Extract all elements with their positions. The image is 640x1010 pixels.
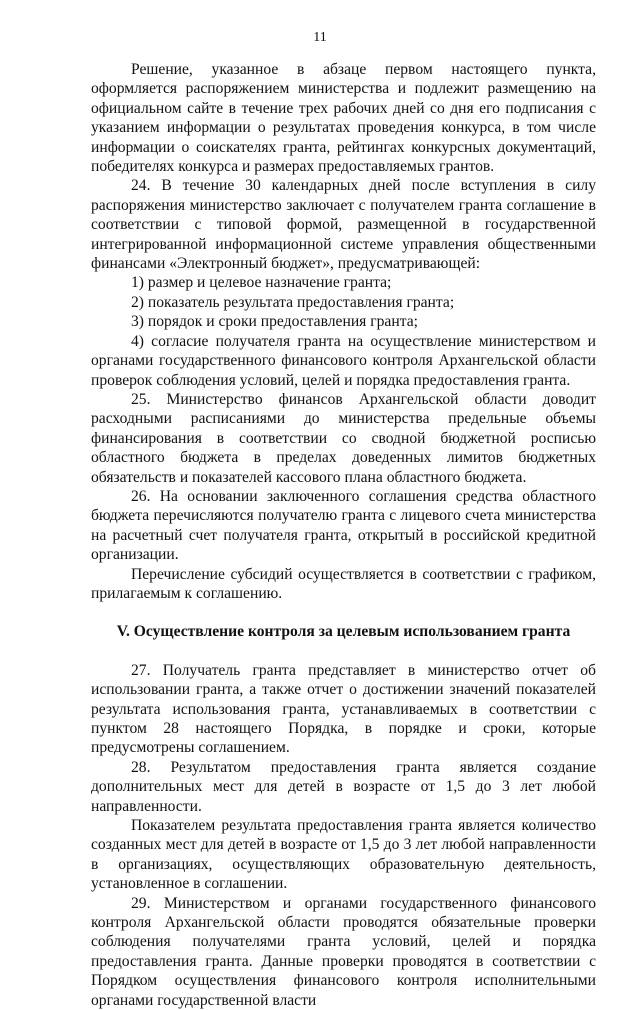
paragraph-item-26: 26. На основании заключенного соглашения средства областного бюджета перечисляются получателю гранта с лицевого счета министерства на расчетный счет получателя гранта, открытый в российской кредитной организации.: [91, 487, 596, 564]
paragraph: Решение, указанное в абзаце первом настоящего пункта, оформляется распоряжением министерства и подлежит размещению на официальном сайте в течение трех рабочих дней со дня его подписания с указанием информации о результатах проведения конкурса, в том числе информации о соискателях гранта, рейтингах конкурсных документаций, победителях конкурса и размерах предоставляемых грантов.: [91, 61, 596, 176]
paragraph: Показателем результата предоставления гранта является количество созданных мест для детей в возрасте от 1,5 до 3 лет любой направленности в организациях, осуществляющих образовательную деятельность, установленное в соглашении.: [91, 817, 596, 893]
paragraph-item-27: 27. Получатель гранта представляет в министерство отчет об использовании гранта, а также отчет о достижении значений показателей результата использования гранта, устанавливаемых в соответствии с пунктом 28 настоящего Порядка, в порядке и сроки, которые предусмотрены соглашением.: [91, 661, 596, 757]
list-item: 2) показатель результата предоставления гранта;: [131, 293, 455, 311]
section-heading: V. Осуществление контроля за целевым использованием гранта: [116, 623, 571, 641]
paragraph-item-29: 29. Министерством и органами государственного финансового контроля Архангельской области проводятся обязательные проверки соблюдения получателями гранта условий, целей и порядка предоставления гранта. Данные проверки проводятся в соответствии с Порядком осуществления финансового контроля исполнительными органами государственной власти: [91, 894, 596, 1009]
document-body: [91, 60, 596, 1010]
page-number: 11: [313, 30, 327, 45]
paragraph: Перечисление субсидий осуществляется в соответствии с графиком, прилагаемым к соглашению.: [91, 565, 596, 602]
paragraph-item-28: 28. Результатом предоставления гранта является создание дополнительных мест для детей в возрасте от 1,5 до 3 лет любой направленности.: [91, 758, 596, 815]
list-item: 1) размер и целевое назначение гранта;: [131, 274, 392, 292]
paragraph-item-25: 25. Министерство финансов Архангельской области доводит расходными расписаниями до министерства предельные объемы финансирования в соответствии со сводной бюджетной росписью областного бюджета в пределах доведенных лимитов бюджетных обязательств и показателей кассового плана областного бюджета.: [91, 390, 596, 486]
paragraph-item-24: 24. В течение 30 календарных дней после вступления в силу распоряжения министерство заключает с получателем гранта соглашение в соответствии с типовой формой, размещенной в государственной интегрированной информационной системе управления общественными финансами «Электронный бюджет», предусматривающей:: [91, 177, 596, 273]
list-item: 3) порядок и сроки предоставления гранта;: [131, 313, 418, 331]
list-item: 4) согласие получателя гранта на осуществление министерством и органами государственного финансового контроля Архангельской области проверок соблюдения условий, целей и порядка предоставления гранта.: [91, 332, 596, 389]
